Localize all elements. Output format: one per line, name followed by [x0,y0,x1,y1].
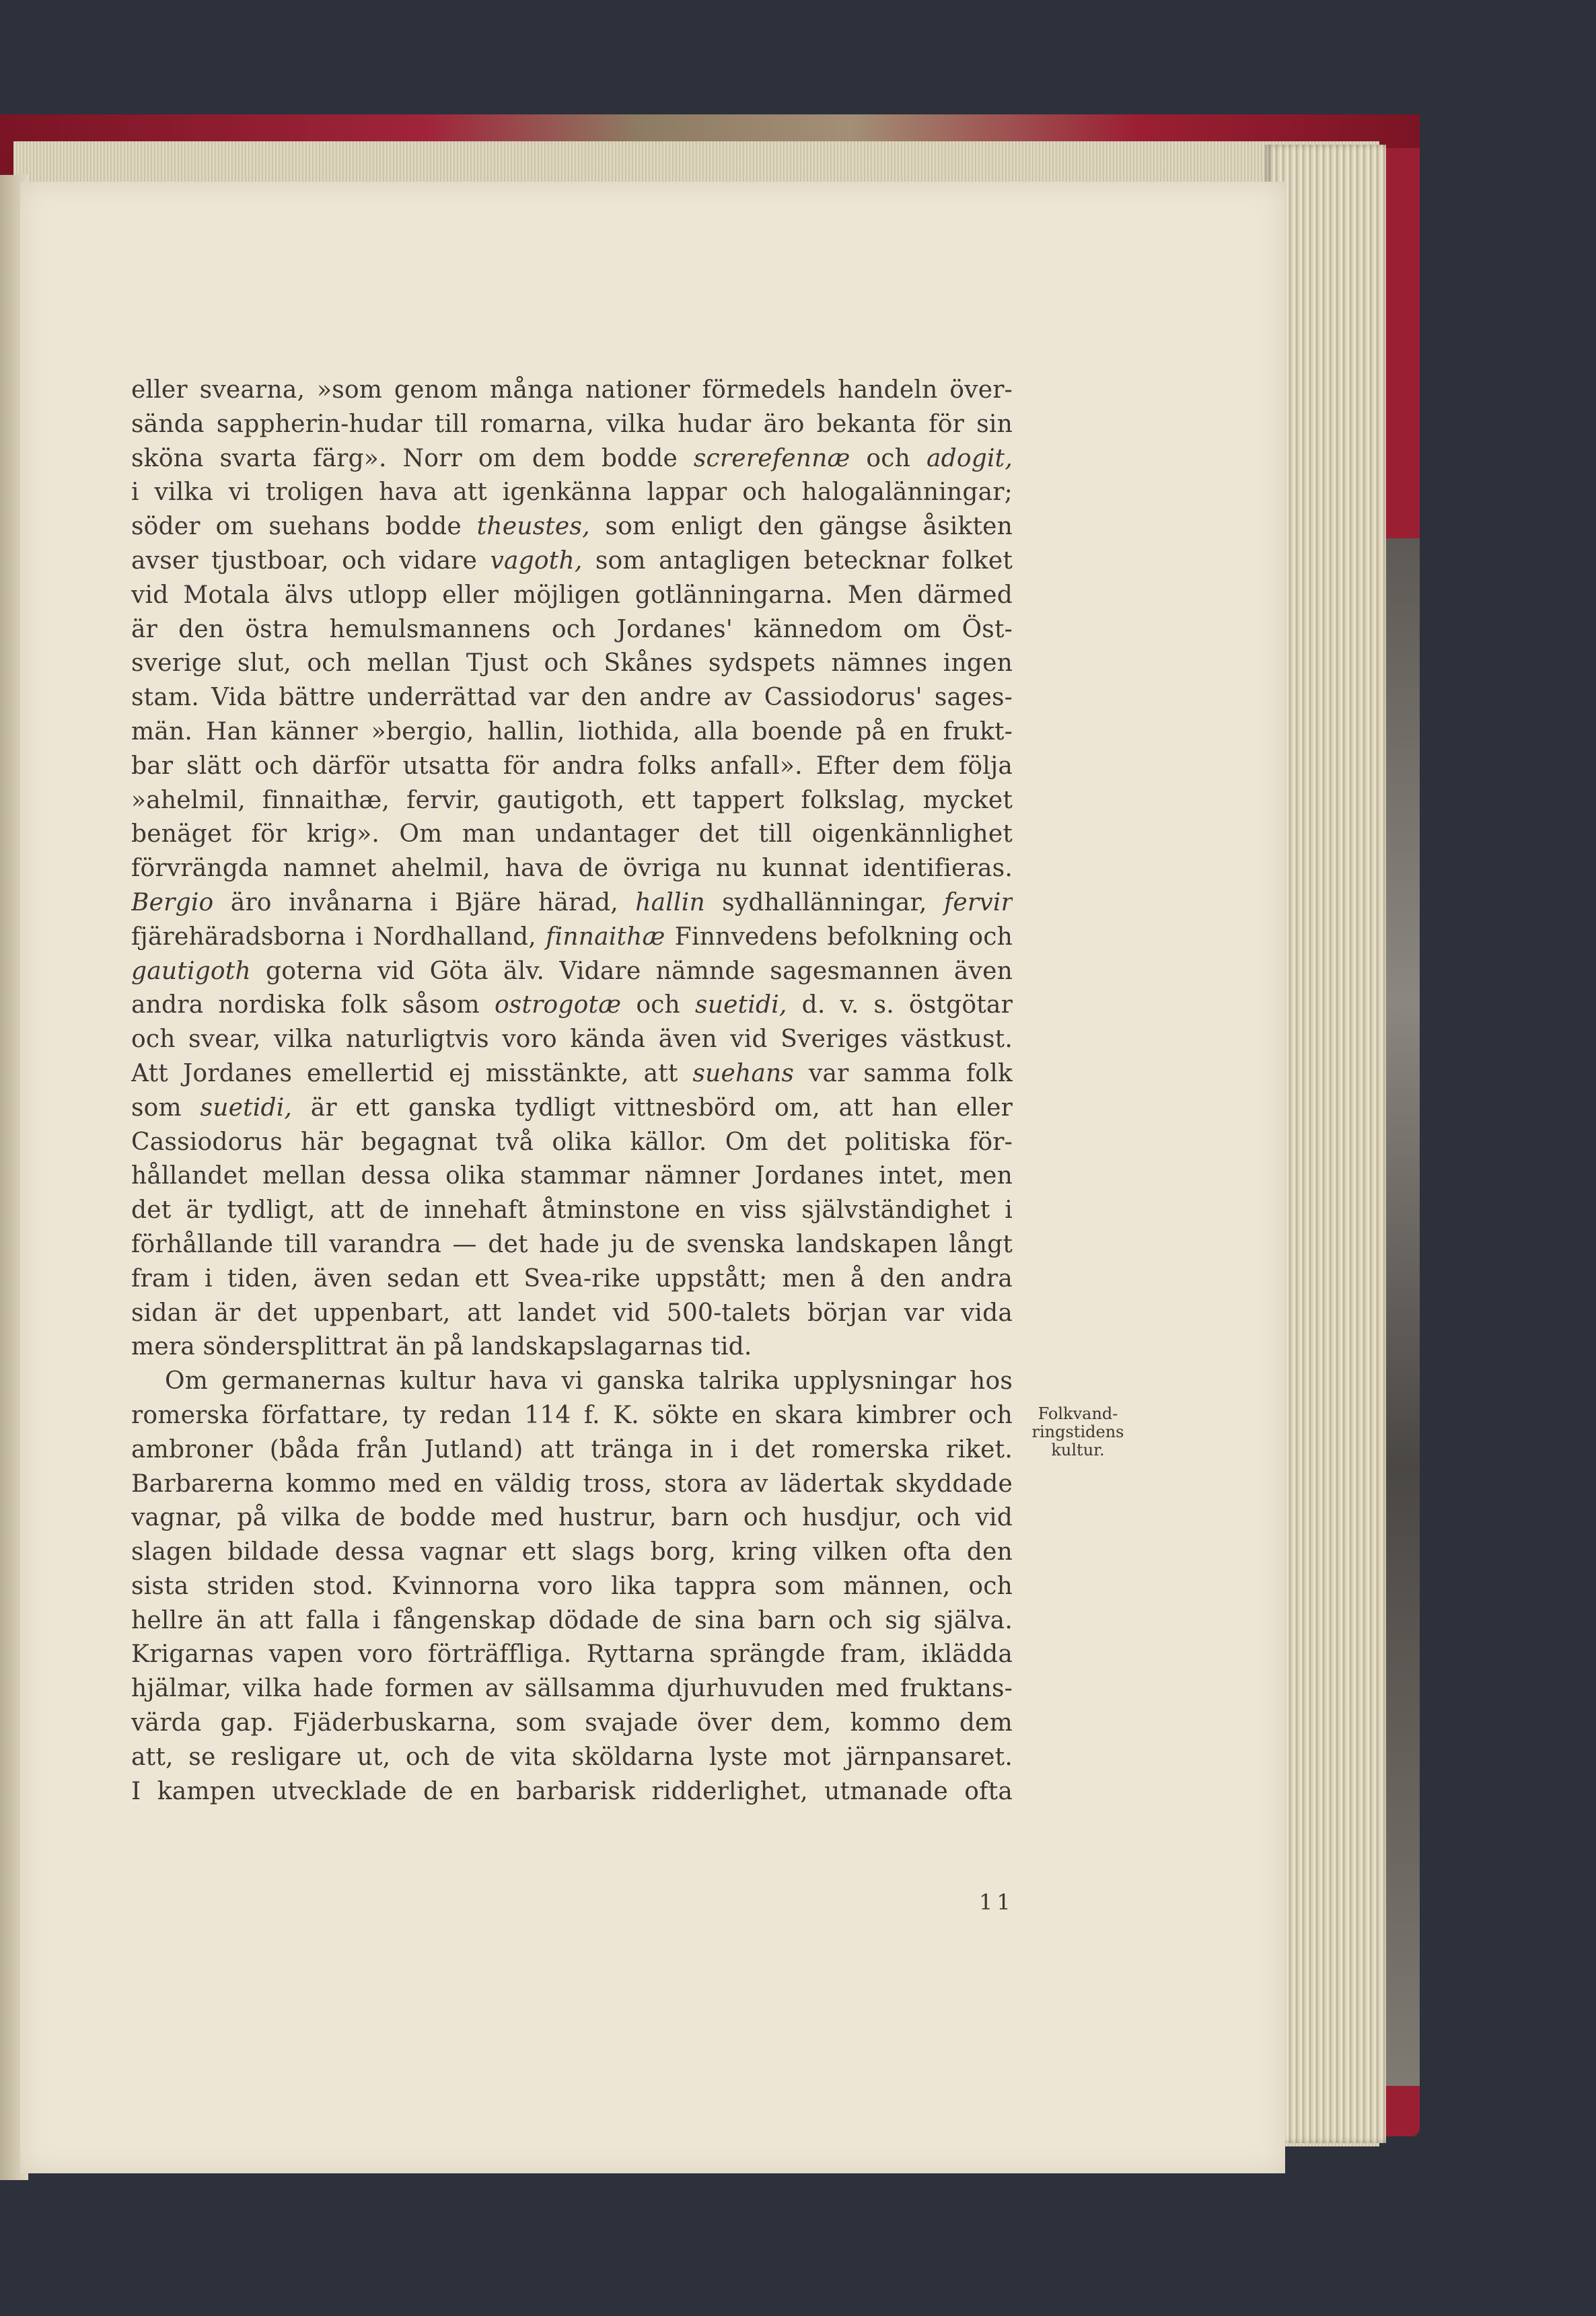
text-run: som antagligen betecknar folket [582,546,1013,575]
text-run: förhållande till varandra — det hade ju de svenska landskapen långt [131,1230,1013,1258]
text-run: slagen bildade dessa vagnar ett slags borg, kring vilken ofta den [131,1538,1013,1566]
text-line [131,544,1013,579]
text-run: att, se resligare ut, och de vita sköldarna lyste mot järnpansaret. [131,1743,1013,1771]
italic-term: fervir [943,888,1013,916]
text-run: Krigarnas vapen voro förträffliga. Ryttarna sprängde fram, iklädda [131,1640,1013,1669]
text-run: avser tjustboar, och vidare [131,546,491,575]
text-run: I kampen utvecklade de en barbarisk ridderlighet, utmanade ofta [131,1777,1013,1805]
text-run: fram i tiden, även sedan ett Svea-rike uppstått; men å den andra [131,1264,1013,1293]
text-run: andra nordiska folk såsom [131,991,495,1019]
text-line [131,647,1013,681]
text-line [131,784,1013,818]
text-line [131,1194,1013,1228]
text-run: var samma folk [794,1059,1013,1087]
text-run: vagnar, på vilka de bodde med hustrur, barn och husdjur, och vid [131,1504,1013,1532]
text-run: sidan är det uppenbart, att landet vid 500-talets början var vida [131,1299,1013,1327]
text-line [131,1570,1013,1604]
margin-note-line-2: ringstidens [1031,1422,1124,1441]
text-line [131,579,1013,613]
text-line [131,1638,1013,1672]
italic-term: suetidi, [695,991,787,1019]
text-line [131,476,1013,510]
text-run: vid Motala älvs utlopp eller möjligen gotlänningarna. Men därmed [131,581,1013,609]
text-line [131,1023,1013,1057]
page-number: 11 [979,1889,1015,1915]
text-line [131,1535,1013,1570]
text-line [131,613,1013,647]
text-line [131,886,1013,920]
text-run: som enligt den gängse åsikten [589,513,1013,541]
text-run: sända sappherin-hudar till romarna, vilka hudar äro bekanta för sin [131,410,1013,438]
text-line [131,408,1013,442]
text-line [131,1672,1013,1706]
text-line [131,1501,1013,1535]
text-run: är ett ganska tydligt vittnesbörd om, att han eller [292,1093,1013,1122]
text-run: Finnvedens befolkning och [665,922,1013,951]
text-line [131,1126,1013,1160]
text-run: det är tydligt, att de innehaft åtminstone en viss självständighet i [131,1196,1013,1225]
text-run: Om germanernas kultur hava vi ganska talrika upplysningar hos [165,1367,1013,1396]
italic-term: ostrogotæ [494,991,622,1019]
text-line [131,1468,1013,1502]
italic-term: Bergio [131,888,214,916]
text-run: sverige slut, och mellan Tjust och Skånes sydspets nämnes ingen [131,649,1013,678]
margin-note-line-1: Folkvand- [1038,1404,1118,1423]
text-run: mera söndersplittrat än på landskapslagarnas tid. [131,1333,752,1361]
text-run: benäget för krig». Om man undantager det till oigenkännlighet [131,820,1013,848]
text-line [131,1399,1013,1433]
italic-term: hallin [635,888,705,916]
text-run: hållandet mellan dessa olika stammar nämner Jordanes intet, men [131,1162,1013,1190]
text-line [131,852,1013,886]
italic-term: suehans [692,1059,795,1087]
text-run: Barbarerna kommo med en väldig tross, stora av lädertak skyddade [131,1470,1013,1498]
text-line [131,920,1013,955]
text-line [131,818,1013,852]
text-run: goterna vid Göta älv. Vidare nämnde sagesmannen även [250,957,1013,985]
body-text [131,373,1013,1809]
italic-term: finnaithæ [546,922,665,951]
text-line [131,955,1013,989]
text-run: värda gap. Fjäderbuskarna, som svajade över dem, kommo dem [131,1709,1013,1737]
text-line [131,1604,1013,1638]
text-run: och [621,991,696,1019]
text-run: är den östra hemulsmannens och Jordanes' kännedom om Öst- [131,615,1013,643]
text-run: och [850,444,927,472]
text-run: ambroner (båda från Jutland) att tränga in i det romerska riket. [131,1435,1013,1463]
text-run: förvrängda namnet ahelmil, hava de övriga nu kunnat identifieras. [131,855,1013,883]
text-run: fjärehäradsborna i Nordhalland, [131,922,546,951]
text-line [131,373,1013,408]
text-line [131,1365,1013,1399]
margin-note [1017,1405,1138,1459]
italic-term: adogit, [926,444,1013,472]
text-run: äro invånarna i Bjäre härad, [213,888,636,916]
text-run: Cassiodorus här begagnat två olika källor. Om det politiska för- [131,1128,1013,1156]
text-line [131,1433,1013,1468]
text-line [131,1228,1013,1262]
text-run: eller svearna, »som genom många nationer förmedels handeln över- [131,376,1013,404]
italic-term: screrefennæ [693,444,850,472]
text-line [131,1297,1013,1331]
text-line [131,988,1013,1023]
text-line [131,1091,1013,1126]
text-run: och svear, vilka naturligtvis voro kända även vid Sveriges västkust. [131,1025,1013,1054]
text-run: sydhallänningar, [704,888,944,916]
text-run: »ahelmil, finnaithæ, fervir, gautigoth, ett tappert folkslag, mycket [131,786,1013,814]
text-line [131,1706,1013,1741]
text-run: sista striden stod. Kvinnorna voro lika tappra som männen, och [131,1572,1013,1600]
text-run: hellre än att falla i fångenskap dödade de sina barn och sig själva. [131,1606,1013,1634]
text-run: män. Han känner »bergio, hallin, liothida, alla boende på en frukt- [131,717,1013,746]
margin-note-line-3: kultur. [1051,1441,1105,1459]
text-line [131,681,1013,715]
text-line [131,1741,1013,1775]
text-run: hjälmar, vilka hade formen av sällsamma djurhuvuden med fruktans- [131,1675,1013,1703]
text-line [131,1159,1013,1194]
text-run: bar slätt och därför utsatta för andra folks anfall». Efter dem följa [131,752,1013,780]
text-run: i vilka vi troligen hava att igenkänna lappar och halogalänningar; [131,478,1013,507]
italic-term: theustes, [476,513,590,541]
italic-term: gautigoth [131,957,251,985]
text-run: som [131,1093,201,1122]
text-run: romerska författare, ty redan 114 f. K. sökte en skara kimbrer och [131,1401,1013,1429]
text-run: sköna svarta färg». Norr om dem bodde [131,444,694,472]
text-run: d. v. s. östgötar [787,991,1013,1019]
text-line [131,1057,1013,1091]
text-line [131,1775,1013,1809]
text-run: stam. Vida bättre underrättad var den andre av Cassiodorus' sages- [131,684,1013,712]
text-line [131,442,1013,476]
text-line [131,510,1013,544]
text-line [131,1330,1013,1365]
italic-term: vagoth, [490,546,583,575]
text-run: Att Jordanes emellertid ej misstänkte, att [131,1059,693,1087]
text-line [131,715,1013,750]
text-line [131,1262,1013,1297]
italic-term: suetidi, [200,1093,293,1122]
text-run: söder om suehans bodde [131,513,477,541]
text-line [131,750,1013,784]
